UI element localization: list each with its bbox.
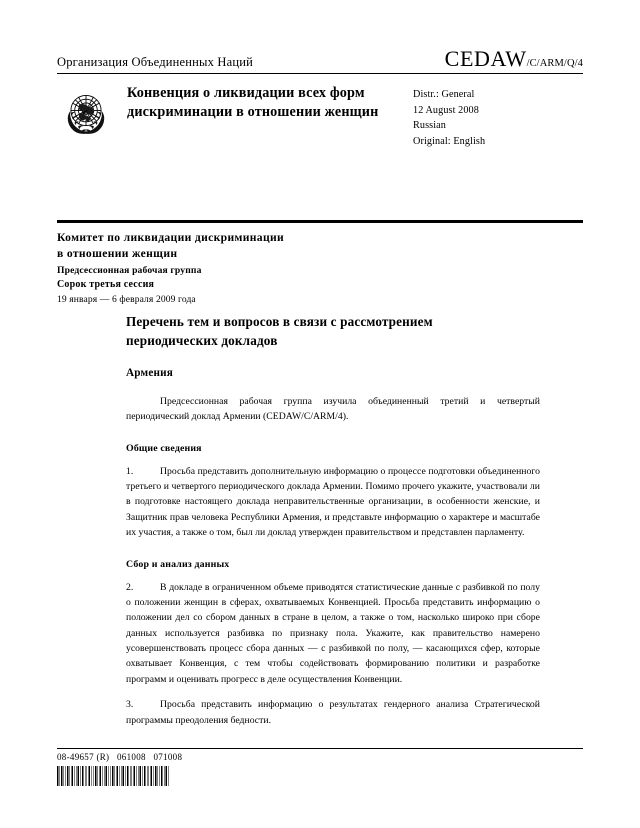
section-heading-data-collection: Сбор и анализ данных: [126, 558, 230, 570]
lead-paragraph: Предсессионная рабочая группа изучила объединенный третий и четвертый периодический доклад Армении (CEDAW/C/ARM/4).: [126, 396, 540, 423]
document-symbol-main: CEDAW: [444, 46, 527, 71]
emblem-column: [57, 83, 125, 149]
title-column: [125, 83, 413, 149]
paragraph-number: 1.: [126, 465, 134, 477]
paragraph-number: 3.: [126, 699, 134, 711]
paragraph-1: [126, 464, 540, 541]
session-number: Сорок третья сессия: [57, 278, 155, 290]
session-dates: 19 января — 6 февраля 2009 года: [57, 293, 196, 305]
committee-block: [57, 230, 477, 307]
paragraph-text: Просьба представить информацию о результатах гендерного анализа Стратегической программы преодоления бедности.: [126, 699, 540, 726]
paragraph-number: 2.: [126, 581, 134, 593]
convention-title: Конвенция о ликвидации всех форм дискриминации в отношении женщин: [127, 85, 379, 121]
un-emblem-icon: [57, 85, 115, 143]
organization-name: Организация Объединенных Наций: [57, 55, 254, 70]
paragraph-2: [126, 580, 540, 688]
distribution-date: 12 August 2008: [413, 104, 479, 116]
footer: [57, 752, 357, 786]
distribution-original: Original: English: [413, 135, 486, 147]
job-number: 08-49657 (R) 061008 071008: [57, 752, 183, 762]
section-divider: [57, 220, 583, 223]
section-heading-general: Общие сведения: [126, 442, 202, 454]
paragraph-text: Просьба представить дополнительную информацию о процессе подготовки объединенного третьего и четвертого периодического доклада Армении. Помимо прочего укажите, участвовали ли в подготовке настоящего доклада неправительственные организации, в особенности женские, и Защитник прав человека Республики Армения, и представьте информацию о характере и масштабе их участия, а также о том, был ли доклад утвержден правительством и представлен парламенту.: [126, 465, 540, 539]
committee-name-line2: в отношении женщин: [57, 247, 178, 261]
committee-name-line1: Комитет по ликвидации дискриминации: [57, 231, 285, 244]
barcode-icon: [57, 766, 170, 786]
masthead-divider: [57, 73, 583, 74]
masthead-body-row: [57, 83, 583, 149]
document-symbol: [445, 48, 583, 70]
document-symbol-suffix: /C/ARM/Q/4: [526, 58, 583, 69]
working-group: Предсессионная рабочая группа: [57, 264, 202, 276]
paragraph-3: [126, 697, 540, 728]
masthead-top-row: [57, 48, 583, 70]
page-title: Перечень тем и вопросов в связи с рассмотрением периодических докладов: [126, 314, 433, 348]
distribution-language: Russian: [413, 120, 446, 131]
distribution-column: [413, 83, 583, 149]
distribution-line: Distr.: General: [413, 89, 475, 100]
main-content: [126, 312, 540, 728]
country-heading: Армения: [126, 367, 174, 379]
footer-divider: [57, 748, 583, 749]
paragraph-text: В докладе в ограниченном объеме приводятся статистические данные с разбивкой по полу о положении женщин в сферах, охватываемых Конвенцией. Просьба представить информацию о положении дел со сбором данных в стране в целом, а также о том, насколько широко при сборе данных используется разбивка по признаку пола. Укажите, как правительство намерено усовершенствовать процесс сбора данных — с разбивкой по полу, — касающихся сфер, которые охватывает Конвенция, с тем чтобы содействовать формированию политики и разработке программ и оценивать прогресс в деле осуществления Конвенции.: [126, 581, 540, 685]
masthead: [57, 48, 583, 149]
